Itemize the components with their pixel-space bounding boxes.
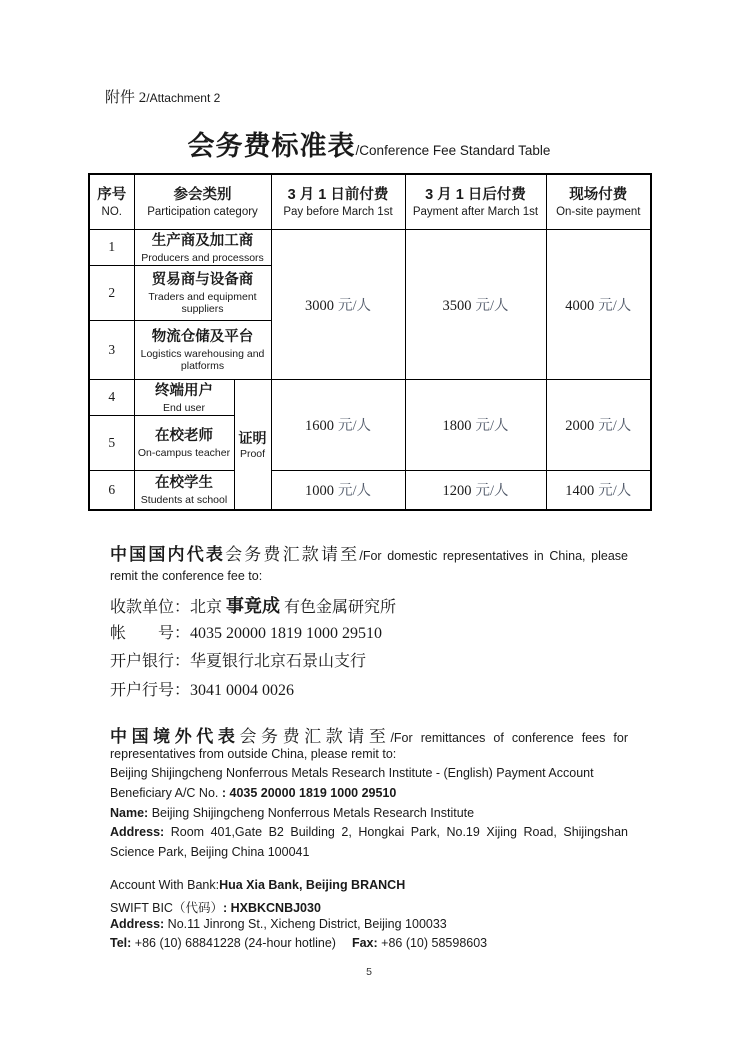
header-onsite-en: On-site payment [556, 205, 641, 218]
payee-company-bold: 事竟成 [226, 596, 281, 616]
overseas-section-heading [110, 722, 628, 747]
bank-code: 3041 0004 0026 [190, 682, 295, 699]
bank-address-label: Address: [110, 917, 165, 931]
header-pay-after [405, 174, 546, 229]
swift-line [110, 898, 628, 916]
bank-code-label: 开户行号： [110, 682, 191, 699]
row3-category [134, 320, 271, 379]
swift-label: SWIFT BIC（代码） [110, 901, 223, 915]
fee-group3-after: 1200 元/人 [405, 470, 546, 510]
payee-city: 北京 [190, 599, 227, 616]
overseas-heading-zh-bold: 中国境外代表 [110, 727, 240, 746]
header-category [134, 174, 271, 229]
tel-value: +86 (10) 68841228 (24-hour hotline) [131, 936, 336, 950]
page-title-en: /Conference Fee Standard Table [355, 143, 551, 158]
beneficiary-name-line [110, 806, 628, 820]
name-value: Beijing Shijingcheng Nonferrous Metals Research Institute [148, 806, 475, 820]
account-with-bank-line [110, 878, 628, 892]
header-onsite-zh: 现场付费 [569, 186, 628, 203]
row2-category-zh: 贸易商与设备商 [151, 272, 254, 288]
row4-no: 4 [89, 379, 134, 415]
row6-no: 6 [89, 470, 134, 510]
header-onsite [546, 174, 651, 229]
bank-label: 开户银行： [110, 653, 191, 670]
row1-no: 1 [89, 229, 134, 265]
header-pay-before-zh: 3 月 1 日前付费 [287, 186, 389, 203]
beneficiary-address-line1 [110, 825, 628, 839]
fee-group1-after: 3500 元/人 [405, 229, 546, 379]
row2-category [134, 265, 271, 320]
table-row [89, 379, 651, 415]
row4-category [134, 379, 234, 415]
bank-code-line [110, 677, 628, 700]
fee-unit: 元/人 [337, 418, 372, 435]
proof-zh: 证明 [238, 430, 267, 447]
tel-fax-line [110, 936, 628, 950]
beneficiary-address-line2: Science Park, Beijing China 100041 [110, 845, 310, 859]
overseas-heading-line2: representatives from outside China, please remit to: [110, 747, 397, 761]
row3-no: 3 [89, 320, 134, 379]
header-no-en: NO. [101, 205, 122, 218]
swift-code: : HXBKCNBJ030 [222, 901, 321, 915]
payee-line [110, 592, 628, 618]
fee-unit: 元/人 [475, 297, 509, 314]
row4-category-zh: 终端用户 [155, 382, 213, 399]
bank-address-line [110, 917, 628, 931]
address-value: Room 401,Gate B2 Building 2, Hongkai Park, No.19 Xijing Road, Shijingshan [164, 825, 628, 839]
conference-fee-table [88, 173, 652, 511]
row5-no: 5 [89, 415, 134, 470]
fax-label: Fax: [351, 936, 378, 950]
row2-category-en: Traders and equipment suppliers [148, 291, 257, 316]
row1-category [134, 229, 271, 265]
row3-category-zh: 物流仓储及平台 [151, 329, 254, 345]
row5-category-zh: 在校老师 [155, 428, 213, 445]
bank-name: 华夏银行北京石景山支行 [190, 653, 367, 670]
row5-category-en: On-campus teacher [137, 447, 231, 460]
account-number: 4035 20000 1819 1000 29510 [190, 625, 383, 642]
overseas-heading-zh: 会务费汇款请至 [239, 727, 391, 746]
bank-address-value: No.11 Jinrong St., Xicheng District, Beijing 100033 [164, 917, 447, 931]
account-number-line [110, 620, 628, 643]
table-header-row [89, 174, 651, 229]
table-row [89, 229, 651, 265]
fee-group1-onsite: 4000 元/人 [546, 229, 651, 379]
row6-category-en: Students at school [140, 494, 228, 507]
domestic-heading-zh-bold: 中国国内代表 [110, 545, 226, 564]
payee-label: 收款单位： [110, 599, 191, 616]
header-category-zh: 参会类别 [173, 186, 232, 203]
page-title [0, 124, 738, 163]
page-number: 5 [366, 966, 372, 978]
fee-unit: 元/人 [337, 297, 372, 314]
fee-unit: 元/人 [598, 418, 632, 435]
row2-no: 2 [89, 265, 134, 320]
header-pay-before [271, 174, 405, 229]
fax-value: +86 (10) 58598603 [377, 936, 488, 950]
fee-group3-before: 1000 元/人 [271, 470, 405, 510]
domestic-heading-zh: 会务费汇款请至 [225, 545, 360, 564]
row3-category-en: Logistics warehousing and platforms [140, 348, 265, 373]
fee-group2-before: 1600 元/人 [271, 379, 405, 470]
header-pay-after-en: Payment after March 1st [412, 205, 539, 218]
fee-unit: 元/人 [475, 483, 509, 500]
payment-account-line: Beijing Shijingcheng Nonferrous Metals Research Institute - (English) Payment Account [110, 766, 594, 780]
domestic-heading-en: /For domestic representatives in China, please [359, 549, 629, 563]
fee-group2-onsite: 2000 元/人 [546, 379, 651, 470]
header-category-en: Participation category [147, 205, 258, 218]
header-no [89, 174, 134, 229]
attachment-label-zh: 附件 2 [105, 90, 147, 106]
address-label: Address: [110, 825, 165, 839]
beneficiary-number: : 4035 20000 1819 1000 29510 [221, 786, 397, 800]
beneficiary-line [110, 786, 628, 800]
page-title-zh: 会务费标准表 [187, 131, 356, 161]
fee-group2-after: 1800 元/人 [405, 379, 546, 470]
fee-unit: 元/人 [598, 297, 632, 314]
header-no-zh: 序号 [97, 186, 127, 203]
proof-cell [234, 379, 271, 510]
fee-unit: 元/人 [475, 418, 509, 435]
row6-category [134, 470, 234, 510]
fee-group1-before: 3000 元/人 [271, 229, 405, 379]
attachment-label-en: /Attachment 2 [146, 91, 221, 105]
fee-group3-onsite: 1400 元/人 [546, 470, 651, 510]
beneficiary-label: Beneficiary A/C No. [110, 786, 222, 800]
name-label: Name: [110, 806, 149, 820]
row4-category-en: End user [162, 401, 206, 414]
bank-line [110, 648, 628, 671]
header-pay-after-zh: 3 月 1 日后付费 [425, 186, 526, 203]
row5-category [134, 415, 234, 470]
overseas-heading-en: /For remittances of conference fees for [390, 731, 628, 745]
proof-en: Proof [239, 448, 266, 461]
domestic-section-heading [110, 540, 628, 565]
payee-institute: 有色金属研究所 [280, 599, 397, 616]
account-with-bank-label: Account With Bank: [110, 878, 220, 892]
row1-category-en: Producers and processors [141, 251, 264, 264]
account-with-bank-value: Hua Xia Bank, Beijing BRANCH [219, 878, 406, 892]
table-row [89, 470, 651, 510]
attachment-note [105, 86, 220, 107]
tel-label: Tel: [110, 936, 132, 950]
row6-category-zh: 在校学生 [155, 475, 213, 492]
domestic-heading-line2: remit the conference fee to: [110, 569, 263, 583]
header-pay-before-en: Pay before March 1st [283, 205, 393, 218]
fee-unit: 元/人 [598, 483, 632, 500]
row1-category-zh: 生产商及加工商 [151, 232, 254, 249]
account-label: 帐 号： [110, 625, 191, 642]
fee-unit: 元/人 [337, 483, 372, 500]
